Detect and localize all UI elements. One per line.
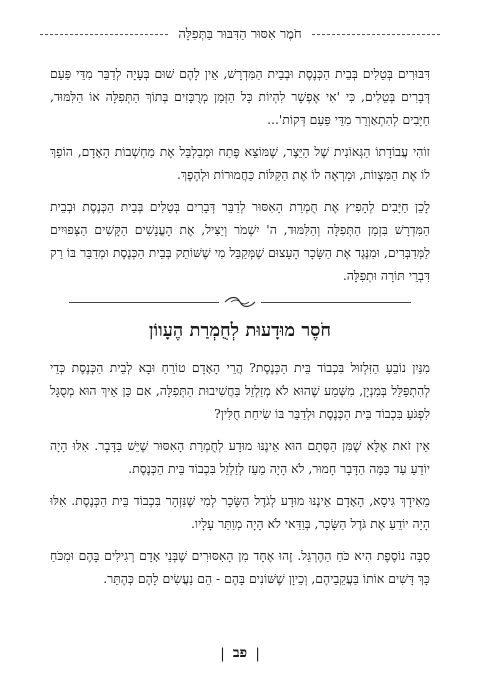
page-footer bbox=[0, 645, 480, 662]
paragraph: אֵין זֹאת אֶלָּא שֶׁמִּן הַסְּתָם הוּא אֵינֶנּוּ מוּדָע לְחֻמְרַת הָאִסּוּר שֶׁיֵּשׁ בַּדָּבָר. אִלּוּ הָיָה יוֹדֵעַ עַד כַּמָּה הַדָּבָר חָמוּר, לֹא הָיָה מֵעֵז לְזַלְזֵל בִּכְבוֹד בֵּית הַכְּנֶסֶת. bbox=[50, 438, 430, 476]
paragraph: לָכֵן חַיָּבִים לְהָפִיץ אֶת חֻמְרַת הָאִסּוּר לְדַבֵּר דְּבָרִים בְּטֵלִים בְּבֵית הַכְּנֶסֶת וּבְבֵית הַמִּדְרָשׁ בִּזְמַן הַתְּפִלָּה וְהַלִּמּוּד, ה' יִשְׁמֹר וְיַצִּיל, אֶת הָעֳנָשִׁים הַקָּשִׁים הַצְּפוּיִים לַמְּדַבְּרִים, וּמִנֶּגֶד אֶת הַשָּׂכָר הָעָצוּם שֶׁמְּקַבֵּל מִי שֶׁשּׁוֹתֵק בְּבֵית הַכְּנֶסֶת וּמְדַבֵּר בּוֹ רַק דִּבְרֵי תּוֹרָה וּתְפִלָּה. bbox=[50, 199, 430, 283]
flourish-ornament-icon bbox=[223, 296, 257, 308]
page-body bbox=[50, 62, 430, 599]
paragraph: סִבָּה נוֹסֶפֶת הִיא כֹּחַ הַהֶרְגֵּל. זֶהוּ אֶחָד מִן הָאִסּוּרִים שֶׁבְּנֵי אָדָם רְגִילִים בָּהֶם וּמִכֹּחַ כָּךְ דָּשִׁים אוֹתוֹ בַּעֲקֵבֵיהֶם, וְכֵיוָן שֶׁשּׁוֹנִים בָּהֶם - הֵם נַעֲשִׂים לָהֶם כְּהֶתֵּר. bbox=[50, 548, 430, 586]
paragraph: מֵאִידָךְ גִּיסָא, הָאָדָם אֵינֶנּוּ מוּדָע לְגֹדֶל הַשָּׂכָר לְמִי שֶׁנִּזְהָר בִּכְבוֹד בֵּית הַכְּנֶסֶת. אִלּוּ הָיָה יוֹדֵעַ אֶת גֹּדֶל הַשָּׂכָר, בְּוַדַּאי לֹא הָיָה מְוַתֵּר עָלָיו. bbox=[50, 493, 430, 531]
paragraph: זוֹהִי עֲבוֹדָתוֹ הַגְּאוֹנִית שֶׁל הַיֵּצֶר, שֶׁמּוֹצֵא פֶּתַח וּמְבַלְבֵּל אֶת מַחְשְׁבוֹת הָאָדָם, הוֹפֵךְ לוֹ אֶת הַמִּצְווֹת, וּמַרְאֶה לוֹ אֶת הַקַּלּוֹת כַּחֲמוּרוֹת וּלְהֶפֶךְ. bbox=[50, 144, 430, 182]
paragraph: מִנַּיִן נוֹבֵעַ הַזִּלְזוּל בִּכְבוֹד בֵּית הַכְּנֶסֶת? הֲרֵי הָאָדָם טוֹרֵחַ וּבָא לְבֵית הַכְּנֶסֶת כְּדֵי לְהִתְפַּלֵּל בְּמִנְיָן, מִשְּׁמַע שֶׁהוּא לֹא מְזַלְזֵל בַּחֲשִׁיבוּת הַתְּפִלָּה, אִם כֵּן אֵיךְ הוּא מְסֻגָּל לִפְגֹּעַ בִּכְבוֹד בֵּית הַכְּנֶסֶת וּלְדַבֵּר בּוֹ שִׂיחַת חֻלִּין? bbox=[50, 360, 430, 421]
footer-bar-right: | bbox=[255, 645, 260, 662]
header-rule-right bbox=[312, 34, 440, 35]
section-divider bbox=[50, 296, 430, 308]
running-header bbox=[40, 24, 440, 44]
page-number: פב bbox=[232, 645, 248, 661]
divider-line-left bbox=[69, 302, 219, 303]
divider-line-right bbox=[261, 302, 411, 303]
running-header-title: חֹמֶר אִסּוּר הַדִּבּוּר בַּתְּפִלָּה bbox=[178, 27, 302, 42]
paragraph: דִּבּוּרִים בְּטֵלִים בְּבֵית הַכְּנֶסֶת וּבְבֵית הַמִּדְרָשׁ, אֵין לָהֶם שׁוּם בְּעָיָה לְדַבֵּר מִדֵּי פַּעַם דְּבָרִים בְּטֵלִים, כִּי 'אִי אֶפְשָׁר לִהְיוֹת כָּל הַזְּמַן מְרֻכָּזִים בְּתוֹךְ הַתְּפִלָּה אוֹ הַלִּמּוּד, חַיָּבִים לְהִתְאַוְרֵר מִדֵּי פַּעַם דְּקוֹת'... bbox=[50, 66, 430, 127]
header-rule-left bbox=[40, 34, 168, 35]
section-heading: חֹסֶר מוּדָעוּת לְחֻמְרַת הֶעָווֹן bbox=[148, 320, 332, 341]
footer-bar-left: | bbox=[220, 645, 225, 662]
